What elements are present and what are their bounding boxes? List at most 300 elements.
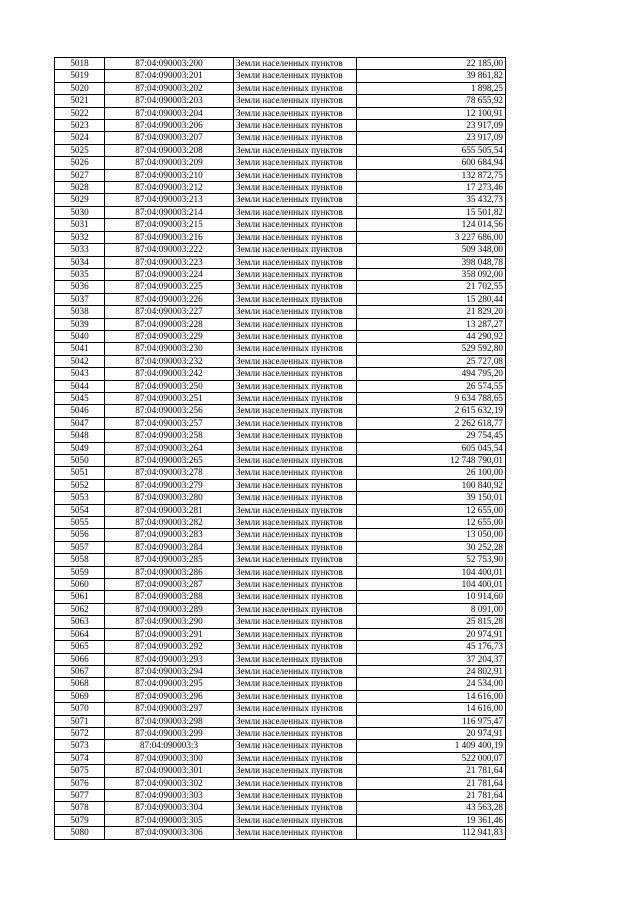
cadastral-value-cell: 26 574,55: [357, 380, 506, 392]
land-category-cell: Земли населенных пунктов: [234, 157, 357, 169]
table-row: [55, 541, 506, 553]
cadastral-value-cell: 13 287,27: [357, 318, 506, 330]
cadastral-number-cell: 87:04:090003:293: [105, 653, 234, 665]
cadastral-value-cell: 2 615 632,19: [357, 405, 506, 417]
row-number-cell: 5079: [55, 814, 105, 826]
cadastral-number-cell: 87:04:090003:206: [105, 120, 234, 132]
land-category-cell: Земли населенных пунктов: [234, 529, 357, 541]
row-number-cell: 5080: [55, 827, 105, 839]
land-category-cell: Земли населенных пунктов: [234, 244, 357, 256]
land-category-cell: Земли населенных пунктов: [234, 144, 357, 156]
land-category-cell: Земли населенных пунктов: [234, 703, 357, 715]
land-category-cell: Земли населенных пунктов: [234, 467, 357, 479]
cadastral-value-cell: 23 917,09: [357, 132, 506, 144]
cadastral-number-cell: 87:04:090003:282: [105, 517, 234, 529]
cadastral-number-cell: 87:04:090003:303: [105, 789, 234, 801]
row-number-cell: 5041: [55, 343, 105, 355]
row-number-cell: 5031: [55, 219, 105, 231]
cadastral-number-cell: 87:04:090003:291: [105, 628, 234, 640]
table-row: [55, 777, 506, 789]
cadastral-value-cell: 37 204,37: [357, 653, 506, 665]
cadastral-value-cell: 2 262 618,77: [357, 417, 506, 429]
land-category-cell: Земли населенных пунктов: [234, 95, 357, 107]
cadastral-value-cell: 104 400,01: [357, 579, 506, 591]
cadastral-value-cell: 20 974,91: [357, 628, 506, 640]
cadastral-number-cell: 87:04:090003:213: [105, 194, 234, 206]
cadastral-number-cell: 87:04:090003:279: [105, 479, 234, 491]
land-category-cell: Земли населенных пунктов: [234, 306, 357, 318]
cadastral-value-cell: 112 941,83: [357, 827, 506, 839]
table-row: [55, 318, 506, 330]
cadastral-value-cell: 44 290,92: [357, 330, 506, 342]
cadastral-value-cell: 52 753,90: [357, 554, 506, 566]
cadastral-number-cell: 87:04:090003:200: [105, 58, 234, 70]
cadastral-number-cell: 87:04:090003:201: [105, 70, 234, 82]
cadastral-number-cell: 87:04:090003:297: [105, 703, 234, 715]
cadastral-value-cell: 132 872,75: [357, 169, 506, 181]
cadastral-number-cell: 87:04:090003:300: [105, 752, 234, 764]
row-number-cell: 5047: [55, 417, 105, 429]
table-row: [55, 616, 506, 628]
cadastral-number-cell: 87:04:090003:305: [105, 814, 234, 826]
row-number-cell: 5045: [55, 392, 105, 404]
table-row: [55, 120, 506, 132]
table-row: [55, 765, 506, 777]
table-row: [55, 802, 506, 814]
cadastral-number-cell: 87:04:090003:214: [105, 206, 234, 218]
row-number-cell: 5054: [55, 504, 105, 516]
cadastral-number-cell: 87:04:090003:264: [105, 442, 234, 454]
land-category-cell: Земли населенных пунктов: [234, 715, 357, 727]
row-number-cell: 5061: [55, 591, 105, 603]
table-row: [55, 529, 506, 541]
table-row: [55, 665, 506, 677]
cadastral-value-cell: 43 563,28: [357, 802, 506, 814]
land-category-cell: Земли населенных пунктов: [234, 616, 357, 628]
cadastral-number-cell: 87:04:090003:295: [105, 678, 234, 690]
cadastral-value-cell: 35 432,73: [357, 194, 506, 206]
row-number-cell: 5060: [55, 579, 105, 591]
land-category-cell: Земли населенных пунктов: [234, 169, 357, 181]
cadastral-number-cell: 87:04:090003:283: [105, 529, 234, 541]
table-row: [55, 653, 506, 665]
table-row: [55, 355, 506, 367]
table-row: [55, 715, 506, 727]
cadastral-value-cell: 26 100,00: [357, 467, 506, 479]
cadastral-value-cell: 1 409 400,19: [357, 740, 506, 752]
row-number-cell: 5029: [55, 194, 105, 206]
row-number-cell: 5027: [55, 169, 105, 181]
table-row: [55, 479, 506, 491]
table-row: [55, 70, 506, 82]
cadastral-number-cell: 87:04:090003:226: [105, 293, 234, 305]
row-number-cell: 5074: [55, 752, 105, 764]
table-row: [55, 343, 506, 355]
cadastral-number-cell: 87:04:090003:207: [105, 132, 234, 144]
land-category-cell: Земли населенных пунктов: [234, 789, 357, 801]
row-number-cell: 5067: [55, 665, 105, 677]
land-category-cell: Земли населенных пунктов: [234, 554, 357, 566]
row-number-cell: 5068: [55, 678, 105, 690]
cadastral-number-cell: 87:04:090003:289: [105, 603, 234, 615]
table-row: [55, 231, 506, 243]
row-number-cell: 5073: [55, 740, 105, 752]
cadastral-number-cell: 87:04:090003:203: [105, 95, 234, 107]
row-number-cell: 5050: [55, 455, 105, 467]
cadastral-number-cell: 87:04:090003:232: [105, 355, 234, 367]
table-row: [55, 206, 506, 218]
row-number-cell: 5048: [55, 430, 105, 442]
cadastral-value-cell: 494 795,20: [357, 368, 506, 380]
table-row: [55, 405, 506, 417]
cadastral-value-cell: 24 802,91: [357, 665, 506, 677]
cadastral-value-cell: 21 781,64: [357, 789, 506, 801]
cadastral-value-cell: 20 974,91: [357, 727, 506, 739]
table-row: [55, 641, 506, 653]
row-number-cell: 5028: [55, 182, 105, 194]
row-number-cell: 5051: [55, 467, 105, 479]
cadastral-value-cell: 124 014,56: [357, 219, 506, 231]
row-number-cell: 5072: [55, 727, 105, 739]
table-row: [55, 740, 506, 752]
table-row: [55, 107, 506, 119]
cadastral-value-cell: 15 280,44: [357, 293, 506, 305]
land-category-cell: Земли населенных пунктов: [234, 665, 357, 677]
cadastral-value-cell: 398 048,78: [357, 256, 506, 268]
cadastral-number-cell: 87:04:090003:278: [105, 467, 234, 479]
row-number-cell: 5078: [55, 802, 105, 814]
row-number-cell: 5030: [55, 206, 105, 218]
table-row: [55, 554, 506, 566]
land-category-cell: Земли населенных пунктов: [234, 231, 357, 243]
cadastral-number-cell: 87:04:090003:202: [105, 82, 234, 94]
row-number-cell: 5044: [55, 380, 105, 392]
row-number-cell: 5057: [55, 541, 105, 553]
row-number-cell: 5040: [55, 330, 105, 342]
table-row: [55, 268, 506, 280]
table-row: [55, 591, 506, 603]
table-row: [55, 368, 506, 380]
cadastral-number-cell: 87:04:090003:287: [105, 579, 234, 591]
row-number-cell: 5049: [55, 442, 105, 454]
land-category-cell: Земли населенных пунктов: [234, 268, 357, 280]
land-category-cell: Земли населенных пунктов: [234, 343, 357, 355]
cadastral-value-cell: 19 361,46: [357, 814, 506, 826]
cadastral-value-cell: 358 092,00: [357, 268, 506, 280]
row-number-cell: 5062: [55, 603, 105, 615]
land-category-cell: Земли населенных пунктов: [234, 219, 357, 231]
row-number-cell: 5056: [55, 529, 105, 541]
cadastral-value-cell: 605 045,54: [357, 442, 506, 454]
cadastral-number-cell: 87:04:090003:225: [105, 281, 234, 293]
row-number-cell: 5070: [55, 703, 105, 715]
cadastral-value-cell: 39 150,01: [357, 492, 506, 504]
row-number-cell: 5023: [55, 120, 105, 132]
cadastral-value-table: [54, 57, 506, 840]
land-category-cell: Земли населенных пунктов: [234, 256, 357, 268]
cadastral-number-cell: 87:04:090003:265: [105, 455, 234, 467]
cadastral-number-cell: 87:04:090003:285: [105, 554, 234, 566]
table-row: [55, 579, 506, 591]
land-category-cell: Земли населенных пунктов: [234, 330, 357, 342]
table-row: [55, 157, 506, 169]
cadastral-value-cell: 12 748 790,01: [357, 455, 506, 467]
land-category-cell: Земли населенных пунктов: [234, 58, 357, 70]
table-row: [55, 392, 506, 404]
table-body: [55, 58, 506, 840]
row-number-cell: 5033: [55, 244, 105, 256]
cadastral-value-cell: 29 754,45: [357, 430, 506, 442]
cadastral-number-cell: 87:04:090003:298: [105, 715, 234, 727]
land-category-cell: Земли населенных пунктов: [234, 827, 357, 839]
cadastral-number-cell: 87:04:090003:212: [105, 182, 234, 194]
cadastral-number-cell: 87:04:090003:208: [105, 144, 234, 156]
land-category-cell: Земли населенных пунктов: [234, 777, 357, 789]
table-row: [55, 430, 506, 442]
land-category-cell: Земли населенных пунктов: [234, 591, 357, 603]
land-category-cell: Земли населенных пунктов: [234, 603, 357, 615]
row-number-cell: 5043: [55, 368, 105, 380]
cadastral-number-cell: 87:04:090003:284: [105, 541, 234, 553]
land-category-cell: Земли населенных пунктов: [234, 120, 357, 132]
row-number-cell: 5021: [55, 95, 105, 107]
row-number-cell: 5055: [55, 517, 105, 529]
cadastral-number-cell: 87:04:090003:3: [105, 740, 234, 752]
cadastral-value-cell: 22 185,00: [357, 58, 506, 70]
land-category-cell: Земли населенных пунктов: [234, 132, 357, 144]
row-number-cell: 5022: [55, 107, 105, 119]
land-category-cell: Земли населенных пунктов: [234, 355, 357, 367]
cadastral-number-cell: 87:04:090003:216: [105, 231, 234, 243]
land-category-cell: Земли населенных пунктов: [234, 293, 357, 305]
table-row: [55, 442, 506, 454]
land-category-cell: Земли населенных пунктов: [234, 802, 357, 814]
table-row: [55, 58, 506, 70]
land-category-cell: Земли населенных пунктов: [234, 380, 357, 392]
cadastral-number-cell: 87:04:090003:257: [105, 417, 234, 429]
cadastral-number-cell: 87:04:090003:286: [105, 566, 234, 578]
row-number-cell: 5025: [55, 144, 105, 156]
cadastral-value-cell: 12 655,00: [357, 517, 506, 529]
table-row: [55, 169, 506, 181]
row-number-cell: 5059: [55, 566, 105, 578]
land-category-cell: Земли населенных пунктов: [234, 517, 357, 529]
land-category-cell: Земли населенных пунктов: [234, 752, 357, 764]
cadastral-number-cell: 87:04:090003:224: [105, 268, 234, 280]
row-number-cell: 5037: [55, 293, 105, 305]
cadastral-value-cell: 39 861,82: [357, 70, 506, 82]
cadastral-number-cell: 87:04:090003:228: [105, 318, 234, 330]
row-number-cell: 5036: [55, 281, 105, 293]
cadastral-number-cell: 87:04:090003:296: [105, 690, 234, 702]
row-number-cell: 5032: [55, 231, 105, 243]
table-row: [55, 690, 506, 702]
cadastral-number-cell: 87:04:090003:302: [105, 777, 234, 789]
table-row: [55, 182, 506, 194]
table-row: [55, 306, 506, 318]
cadastral-value-cell: 24 534,00: [357, 678, 506, 690]
table-row: [55, 293, 506, 305]
cadastral-value-cell: 529 592,80: [357, 343, 506, 355]
row-number-cell: 5052: [55, 479, 105, 491]
row-number-cell: 5075: [55, 765, 105, 777]
cadastral-number-cell: 87:04:090003:222: [105, 244, 234, 256]
land-category-cell: Земли населенных пунктов: [234, 690, 357, 702]
land-category-cell: Земли населенных пунктов: [234, 653, 357, 665]
cadastral-value-cell: 8 091,00: [357, 603, 506, 615]
cadastral-value-cell: 9 634 788,65: [357, 392, 506, 404]
row-number-cell: 5038: [55, 306, 105, 318]
cadastral-value-cell: 600 684,94: [357, 157, 506, 169]
table-row: [55, 566, 506, 578]
cadastral-number-cell: 87:04:090003:242: [105, 368, 234, 380]
land-category-cell: Земли населенных пунктов: [234, 206, 357, 218]
table-row: [55, 194, 506, 206]
land-category-cell: Земли населенных пунктов: [234, 194, 357, 206]
cadastral-number-cell: 87:04:090003:251: [105, 392, 234, 404]
cadastral-value-cell: 15 501,82: [357, 206, 506, 218]
cadastral-number-cell: 87:04:090003:288: [105, 591, 234, 603]
land-category-cell: Земли населенных пунктов: [234, 318, 357, 330]
table-row: [55, 82, 506, 94]
table-row: [55, 417, 506, 429]
land-category-cell: Земли населенных пунктов: [234, 107, 357, 119]
cadastral-number-cell: 87:04:090003:215: [105, 219, 234, 231]
cadastral-value-cell: 116 975,47: [357, 715, 506, 727]
land-category-cell: Земли населенных пунктов: [234, 182, 357, 194]
cadastral-number-cell: 87:04:090003:281: [105, 504, 234, 516]
cadastral-number-cell: 87:04:090003:299: [105, 727, 234, 739]
row-number-cell: 5063: [55, 616, 105, 628]
cadastral-value-cell: 21 702,55: [357, 281, 506, 293]
table-row: [55, 244, 506, 256]
cadastral-value-cell: 1 898,25: [357, 82, 506, 94]
cadastral-number-cell: 87:04:090003:306: [105, 827, 234, 839]
land-category-cell: Земли населенных пунктов: [234, 479, 357, 491]
land-category-cell: Земли населенных пунктов: [234, 455, 357, 467]
cadastral-value-cell: 30 252,28: [357, 541, 506, 553]
cadastral-number-cell: 87:04:090003:223: [105, 256, 234, 268]
cadastral-number-cell: 87:04:090003:301: [105, 765, 234, 777]
cadastral-number-cell: 87:04:090003:229: [105, 330, 234, 342]
land-category-cell: Земли населенных пунктов: [234, 566, 357, 578]
cadastral-value-cell: 655 505,54: [357, 144, 506, 156]
table-row: [55, 492, 506, 504]
row-number-cell: 5069: [55, 690, 105, 702]
cadastral-value-cell: 78 655,92: [357, 95, 506, 107]
table-row: [55, 789, 506, 801]
table-row: [55, 504, 506, 516]
cadastral-value-cell: 14 616,00: [357, 690, 506, 702]
cadastral-value-cell: 25 727,08: [357, 355, 506, 367]
cadastral-value-cell: 509 348,00: [357, 244, 506, 256]
land-category-cell: Земли населенных пунктов: [234, 504, 357, 516]
row-number-cell: 5026: [55, 157, 105, 169]
row-number-cell: 5019: [55, 70, 105, 82]
cadastral-number-cell: 87:04:090003:294: [105, 665, 234, 677]
cadastral-number-cell: 87:04:090003:290: [105, 616, 234, 628]
land-category-cell: Земли населенных пунктов: [234, 392, 357, 404]
cadastral-number-cell: 87:04:090003:230: [105, 343, 234, 355]
table-row: [55, 603, 506, 615]
table-row: [55, 814, 506, 826]
table-row: [55, 219, 506, 231]
table-row: [55, 678, 506, 690]
land-category-cell: Земли населенных пунктов: [234, 727, 357, 739]
table-row: [55, 455, 506, 467]
cadastral-number-cell: 87:04:090003:210: [105, 169, 234, 181]
row-number-cell: 5064: [55, 628, 105, 640]
table-row: [55, 827, 506, 839]
row-number-cell: 5034: [55, 256, 105, 268]
row-number-cell: 5024: [55, 132, 105, 144]
row-number-cell: 5077: [55, 789, 105, 801]
land-category-cell: Земли населенных пунктов: [234, 814, 357, 826]
cadastral-value-cell: 3 227 686,00: [357, 231, 506, 243]
land-category-cell: Земли населенных пунктов: [234, 492, 357, 504]
land-category-cell: Земли населенных пунктов: [234, 430, 357, 442]
cadastral-value-cell: 104 400,01: [357, 566, 506, 578]
table-row: [55, 380, 506, 392]
table-row: [55, 132, 506, 144]
row-number-cell: 5058: [55, 554, 105, 566]
table-row: [55, 467, 506, 479]
row-number-cell: 5053: [55, 492, 105, 504]
cadastral-value-cell: 21 781,64: [357, 765, 506, 777]
cadastral-number-cell: 87:04:090003:304: [105, 802, 234, 814]
cadastral-number-cell: 87:04:090003:292: [105, 641, 234, 653]
table-row: [55, 752, 506, 764]
cadastral-value-cell: 21 781,64: [357, 777, 506, 789]
row-number-cell: 5020: [55, 82, 105, 94]
land-category-cell: Земли населенных пунктов: [234, 405, 357, 417]
table-row: [55, 256, 506, 268]
cadastral-value-cell: 25 815,28: [357, 616, 506, 628]
land-category-cell: Земли населенных пунктов: [234, 82, 357, 94]
cadastral-value-cell: 23 917,09: [357, 120, 506, 132]
cadastral-number-cell: 87:04:090003:250: [105, 380, 234, 392]
table-row: [55, 517, 506, 529]
land-category-cell: Земли населенных пунктов: [234, 70, 357, 82]
land-category-cell: Земли населенных пунктов: [234, 628, 357, 640]
row-number-cell: 5042: [55, 355, 105, 367]
row-number-cell: 5066: [55, 653, 105, 665]
row-number-cell: 5065: [55, 641, 105, 653]
cadastral-number-cell: 87:04:090003:256: [105, 405, 234, 417]
table-row: [55, 281, 506, 293]
land-category-cell: Земли населенных пунктов: [234, 765, 357, 777]
row-number-cell: 5076: [55, 777, 105, 789]
cadastral-number-cell: 87:04:090003:227: [105, 306, 234, 318]
land-category-cell: Земли населенных пунктов: [234, 442, 357, 454]
cadastral-number-cell: 87:04:090003:280: [105, 492, 234, 504]
cadastral-number-cell: 87:04:090003:209: [105, 157, 234, 169]
table-row: [55, 95, 506, 107]
cadastral-value-cell: 10 914,60: [357, 591, 506, 603]
land-category-cell: Земли населенных пунктов: [234, 368, 357, 380]
cadastral-value-cell: 45 176,73: [357, 641, 506, 653]
cadastral-value-cell: 12 100,91: [357, 107, 506, 119]
cadastral-value-cell: 522 000,07: [357, 752, 506, 764]
land-category-cell: Земли населенных пунктов: [234, 417, 357, 429]
cadastral-number-cell: 87:04:090003:204: [105, 107, 234, 119]
cadastral-value-cell: 100 840,92: [357, 479, 506, 491]
cadastral-value-cell: 21 829,20: [357, 306, 506, 318]
table-row: [55, 144, 506, 156]
land-category-cell: Земли населенных пунктов: [234, 740, 357, 752]
land-category-cell: Земли населенных пунктов: [234, 281, 357, 293]
table-row: [55, 330, 506, 342]
